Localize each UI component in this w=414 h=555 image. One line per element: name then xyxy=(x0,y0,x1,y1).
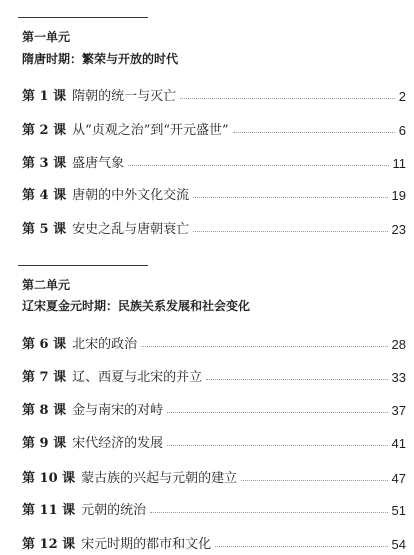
dot-leader xyxy=(141,346,387,347)
lesson-title: 蒙古族的兴起与元朝的建立 xyxy=(81,471,238,486)
dot-leader xyxy=(233,132,395,133)
page-number: 11 xyxy=(392,156,406,171)
lesson-number: 第 9 课 xyxy=(22,436,67,451)
page-number: 33 xyxy=(391,370,406,385)
page-number: 6 xyxy=(398,123,406,138)
lesson-number: 第 7 课 xyxy=(22,370,67,385)
dot-leader xyxy=(128,165,388,166)
page-number: 47 xyxy=(391,471,406,486)
page-number: 23 xyxy=(391,222,406,237)
lesson-title: 宋元时期的都市和文化 xyxy=(81,537,212,552)
toc-entry-lesson-3[interactable] xyxy=(22,149,406,171)
unit-1-label: 第一单元 xyxy=(22,30,71,44)
lesson-number: 第 3 课 xyxy=(22,156,67,171)
unit-2-label: 第二单元 xyxy=(22,278,71,292)
lesson-title: 从“贞观之治”到“开元盛世” xyxy=(72,123,229,138)
unit-2-rule xyxy=(18,265,148,266)
lesson-title: 元朝的统治 xyxy=(81,503,147,518)
dot-leader xyxy=(193,231,387,232)
lesson-number: 第 12 课 xyxy=(22,537,76,552)
dot-leader xyxy=(206,379,387,380)
unit-1-subtitle: 隋唐时期：繁荣与开放的时代 xyxy=(22,52,179,66)
lesson-number: 第 2 课 xyxy=(22,123,67,138)
toc-entry-lesson-1[interactable] xyxy=(22,82,406,104)
lesson-title: 安史之乱与唐朝衰亡 xyxy=(72,222,190,237)
dot-leader xyxy=(241,480,387,481)
dot-leader xyxy=(150,512,387,513)
unit-1-rule xyxy=(18,17,148,18)
dot-leader xyxy=(167,412,387,413)
page-number: 2 xyxy=(398,89,406,104)
dot-leader xyxy=(215,546,387,547)
toc-entry-lesson-2[interactable] xyxy=(22,116,406,138)
lesson-number: 第 10 课 xyxy=(22,471,76,486)
page-number: 19 xyxy=(391,188,406,203)
toc-entry-lesson-5[interactable] xyxy=(22,215,406,237)
toc-entry-lesson-8[interactable] xyxy=(22,396,406,418)
lesson-title: 盛唐气象 xyxy=(72,156,125,171)
lesson-number: 第 8 课 xyxy=(22,403,67,418)
page-number: 28 xyxy=(391,337,406,352)
toc-entry-lesson-4[interactable] xyxy=(22,181,406,203)
lesson-title: 辽、西夏与北宋的并立 xyxy=(72,370,203,385)
dot-leader xyxy=(180,98,395,99)
unit-2-subtitle: 辽宋夏金元时期：民族关系发展和社会变化 xyxy=(22,299,251,313)
dot-leader xyxy=(167,445,387,446)
lesson-number: 第 4 课 xyxy=(22,188,67,203)
toc-entry-lesson-6[interactable] xyxy=(22,330,406,352)
lesson-title: 唐朝的中外文化交流 xyxy=(72,188,190,203)
toc-entry-lesson-9[interactable] xyxy=(22,429,406,451)
page-number: 54 xyxy=(391,537,406,552)
lesson-number: 第 6 课 xyxy=(22,337,67,352)
lesson-title: 北宋的政治 xyxy=(72,337,138,352)
toc-entry-lesson-10[interactable] xyxy=(22,464,406,486)
page-number: 37 xyxy=(391,403,406,418)
lesson-number: 第 11 课 xyxy=(22,503,76,518)
page-number: 41 xyxy=(391,436,406,451)
lesson-number: 第 5 课 xyxy=(22,222,67,237)
toc-entry-lesson-11[interactable] xyxy=(22,496,406,518)
lesson-title: 宋代经济的发展 xyxy=(72,436,164,451)
dot-leader xyxy=(193,197,387,198)
toc-entry-lesson-12[interactable] xyxy=(22,530,406,552)
lesson-number: 第 1 课 xyxy=(22,89,67,104)
lesson-title: 隋朝的统一与灭亡 xyxy=(72,89,177,104)
page-number: 51 xyxy=(391,503,406,518)
lesson-title: 金与南宋的对峙 xyxy=(72,403,164,418)
toc-entry-lesson-7[interactable] xyxy=(22,363,406,385)
